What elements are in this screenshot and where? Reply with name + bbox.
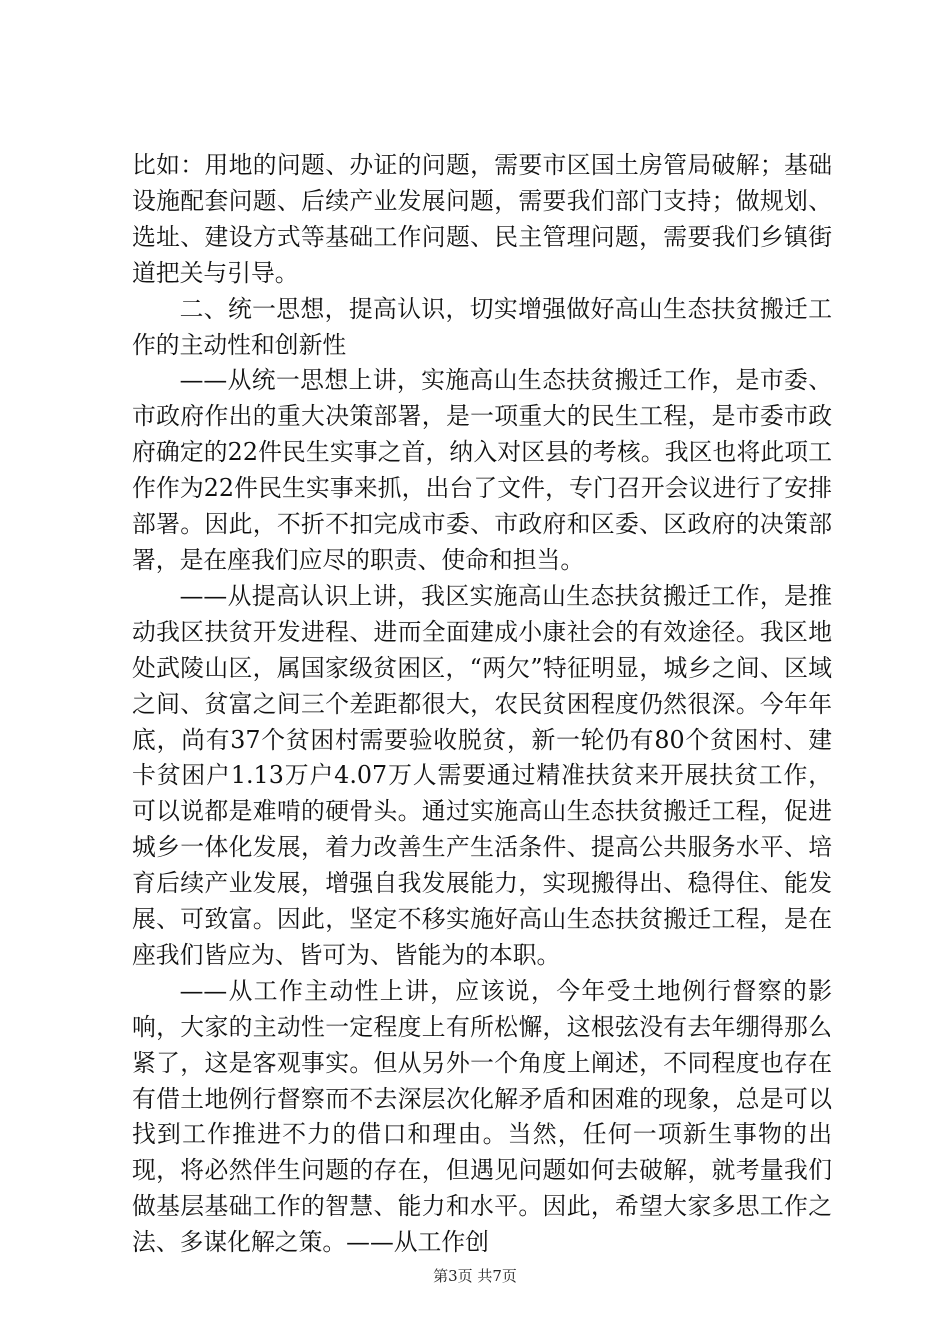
section-heading-2: 二、统一思想，提高认识，切实增强做好高山生态扶贫搬迁工作的主动性和创新性	[132, 294, 832, 359]
page-number-footer: 第3页 共7页	[433, 1267, 517, 1285]
paragraph-3: ——从统一思想上讲，实施高山生态扶贫搬迁工作，是市委、市政府作出的重大决策部署，是一项重大的民生工程，是市委市政府确定的22件民生实事之首，纳入对区县的考核。我区也将此项工作作为22件民生实事来抓，出台了文件，专门召开会议进行了安排部署。因此，不折不扣完成市委、市政府和区委、区政府的决策部署，是在座我们应尽的职责、使命和担当。	[132, 366, 832, 574]
paragraph-1: 比如：用地的问题、办证的问题，需要市区国土房管局破解；基础设施配套问题、后续产业发展问题，需要我们部门支持；做规划、选址、建设方式等基础工作问题、民主管理问题，需要我们乡镇街道把关与引导。	[132, 151, 832, 287]
paragraph-5: ——从工作主动性上讲，应该说，今年受土地例行督察的影响，大家的主动性一定程度上有所松懈，这根弦没有去年绷得那么紧了，这是客观事实。但从另外一个角度上阐述，不同程度也存在有借土地例行督察而不去深层次化解矛盾和困难的现象，总是可以找到工作推进不力的借口和理由。当然，任何一项新生事物的出现，将必然伴生问题的存在，但遇见问题如何去破解，就考量我们做基层基础工作的智慧、能力和水平。因此，希望大家多思工作之法、多谋化解之策。——从工作创	[132, 976, 832, 1257]
paragraph-4: ——从提高认识上讲，我区实施高山生态扶贫搬迁工作，是推动我区扶贫开发进程、进而全面建成小康社会的有效途径。我区地处武陵山区，属国家级贫困区，“两欠”特征明显，城乡之间、区域之间、贫富之间三个差距都很大，农民贫困程度仍然很深。今年年底，尚有37个贫困村需要验收脱贫，新一轮仍有80个贫困村、建卡贫困户1.13万户4.07万人需要通过精准扶贫来开展扶贫工作，可以说都是难啃的硬骨头。通过实施高山生态扶贫搬迁工程，促进城乡一体化发展，着力改善生产生活条件、提高公共服务水平、培育后续产业发展，增强自我发展能力，实现搬得出、稳得住、能发展、可致富。因此，坚定不移实施好高山生态扶贫搬迁工程，是在座我们皆应为、皆可为、皆能为的本职。	[132, 581, 832, 969]
document-body	[132, 148, 832, 1261]
